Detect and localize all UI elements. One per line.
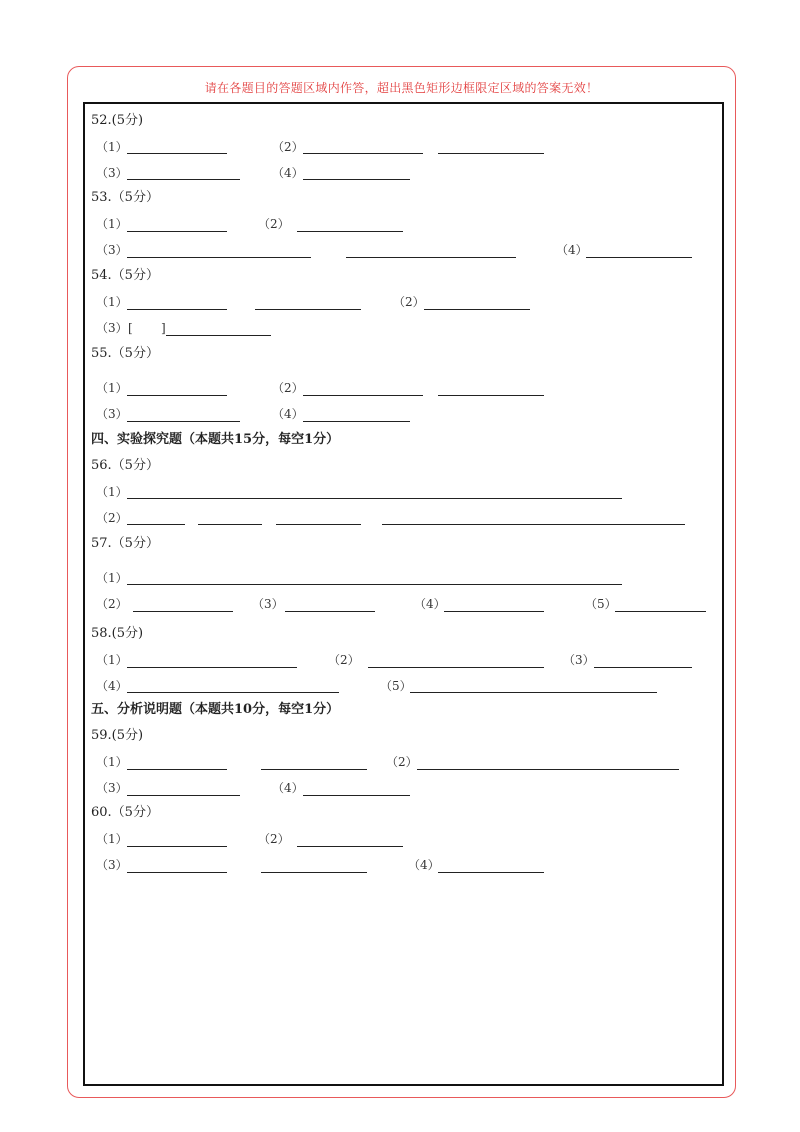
q54-bracket-close: ] bbox=[161, 321, 166, 335]
q59-blank-3[interactable] bbox=[127, 795, 240, 796]
q53-label-1: （1） bbox=[96, 217, 128, 231]
q54-label-2: （2） bbox=[393, 295, 425, 309]
q53-label-3: （3） bbox=[96, 243, 128, 257]
section-5-heading: 五、分析说明题（本题共10分，每空1分） bbox=[91, 702, 340, 717]
q56-blank-2c[interactable] bbox=[276, 524, 361, 525]
q60-title: 60.（5分） bbox=[91, 805, 159, 820]
q52-label-4: （4） bbox=[272, 166, 304, 180]
q56-blank-2b[interactable] bbox=[198, 524, 262, 525]
q54-blank-3[interactable] bbox=[166, 335, 271, 336]
q58-blank-3[interactable] bbox=[594, 667, 692, 668]
q59-label-4: （4） bbox=[272, 781, 304, 795]
q54-blank-2[interactable] bbox=[424, 309, 530, 310]
q52-blank-2a[interactable] bbox=[303, 153, 423, 154]
q55-blank-2a[interactable] bbox=[303, 395, 423, 396]
q55-label-1: （1） bbox=[96, 381, 128, 395]
q58-blank-2[interactable] bbox=[368, 667, 544, 668]
q59-label-2: （2） bbox=[386, 755, 418, 769]
q53-label-2: （2） bbox=[258, 217, 290, 231]
q53-blank-2[interactable] bbox=[297, 231, 403, 232]
q54-blank-1b[interactable] bbox=[255, 309, 361, 310]
q55-blank-4[interactable] bbox=[303, 421, 410, 422]
q59-blank-1a[interactable] bbox=[127, 769, 227, 770]
q57-blank-4[interactable] bbox=[444, 611, 544, 612]
q52-blank-2b[interactable] bbox=[438, 153, 544, 154]
q52-blank-4[interactable] bbox=[303, 179, 410, 180]
q52-blank-1[interactable] bbox=[127, 153, 227, 154]
q57-label-1: （1） bbox=[96, 571, 128, 585]
q60-label-3: （3） bbox=[96, 858, 128, 872]
q53-blank-3b[interactable] bbox=[346, 257, 516, 258]
q54-blank-1a[interactable] bbox=[127, 309, 227, 310]
q56-blank-2d[interactable] bbox=[382, 524, 685, 525]
q57-label-4: （4） bbox=[414, 597, 446, 611]
q53-title: 53.（5分） bbox=[91, 190, 159, 205]
q59-blank-2[interactable] bbox=[417, 769, 679, 770]
q60-blank-3b[interactable] bbox=[261, 872, 367, 873]
q54-label-1: （1） bbox=[96, 295, 128, 309]
q52-blank-3[interactable] bbox=[127, 179, 240, 180]
q58-label-2: （2） bbox=[328, 653, 360, 667]
q60-blank-3a[interactable] bbox=[127, 872, 227, 873]
q55-blank-2b[interactable] bbox=[438, 395, 544, 396]
q57-blank-5[interactable] bbox=[615, 611, 706, 612]
q52-label-1: （1） bbox=[96, 140, 128, 154]
q53-blank-3a[interactable] bbox=[127, 257, 311, 258]
q60-blank-2[interactable] bbox=[297, 846, 403, 847]
q55-blank-1[interactable] bbox=[127, 395, 227, 396]
q54-label-3: （3） bbox=[96, 321, 128, 335]
q59-label-1: （1） bbox=[96, 755, 128, 769]
q55-label-4: （4） bbox=[272, 407, 304, 421]
q57-label-2: （2） bbox=[96, 597, 128, 611]
q52-label-3: （3） bbox=[96, 166, 128, 180]
q52-title: 52.(5分) bbox=[91, 113, 144, 128]
q54-title: 54.（5分） bbox=[91, 268, 159, 283]
q58-blank-4[interactable] bbox=[127, 692, 339, 693]
q60-label-1: （1） bbox=[96, 832, 128, 846]
q54-bracket-open: [ bbox=[128, 321, 133, 335]
q58-title: 58.(5分) bbox=[91, 626, 144, 641]
q60-label-4: （4） bbox=[408, 858, 440, 872]
q58-label-3: （3） bbox=[563, 653, 595, 667]
q57-title: 57.（5分） bbox=[91, 536, 159, 551]
q55-title: 55.（5分） bbox=[91, 346, 159, 361]
q59-title: 59.(5分) bbox=[91, 728, 144, 743]
q60-label-2: （2） bbox=[258, 832, 290, 846]
q58-blank-1[interactable] bbox=[127, 667, 297, 668]
q57-blank-3[interactable] bbox=[285, 611, 375, 612]
q58-label-4: （4） bbox=[96, 679, 128, 693]
warning-text: 请在各题目的答题区域内作答，超出黑色矩形边框限定区域的答案无效！ bbox=[204, 81, 599, 95]
q56-title: 56.（5分） bbox=[91, 458, 159, 473]
q53-blank-1[interactable] bbox=[127, 231, 227, 232]
q57-label-3: （3） bbox=[252, 597, 284, 611]
q59-blank-4[interactable] bbox=[303, 795, 410, 796]
q55-blank-3[interactable] bbox=[127, 421, 240, 422]
q59-blank-1b[interactable] bbox=[261, 769, 367, 770]
q56-label-2: （2） bbox=[96, 511, 128, 525]
q53-label-4: （4） bbox=[556, 243, 588, 257]
q60-blank-4[interactable] bbox=[438, 872, 544, 873]
q58-blank-5[interactable] bbox=[410, 692, 657, 693]
q55-label-3: （3） bbox=[96, 407, 128, 421]
q59-label-3: （3） bbox=[96, 781, 128, 795]
q55-label-2: （2） bbox=[272, 381, 304, 395]
q58-label-1: （1） bbox=[96, 653, 128, 667]
q57-blank-1[interactable] bbox=[127, 584, 622, 585]
q58-label-5: （5） bbox=[380, 679, 412, 693]
q52-label-2: （2） bbox=[272, 140, 304, 154]
q53-blank-4[interactable] bbox=[586, 257, 692, 258]
q57-blank-2[interactable] bbox=[133, 611, 233, 612]
q56-label-1: （1） bbox=[96, 485, 128, 499]
q56-blank-1[interactable] bbox=[127, 498, 622, 499]
q60-blank-1[interactable] bbox=[127, 846, 227, 847]
section-4-heading: 四、实验探究题（本题共15分，每空1分） bbox=[91, 432, 340, 447]
q57-label-5: （5） bbox=[585, 597, 617, 611]
q56-blank-2a[interactable] bbox=[127, 524, 185, 525]
answer-area-inner-border bbox=[83, 102, 724, 1086]
